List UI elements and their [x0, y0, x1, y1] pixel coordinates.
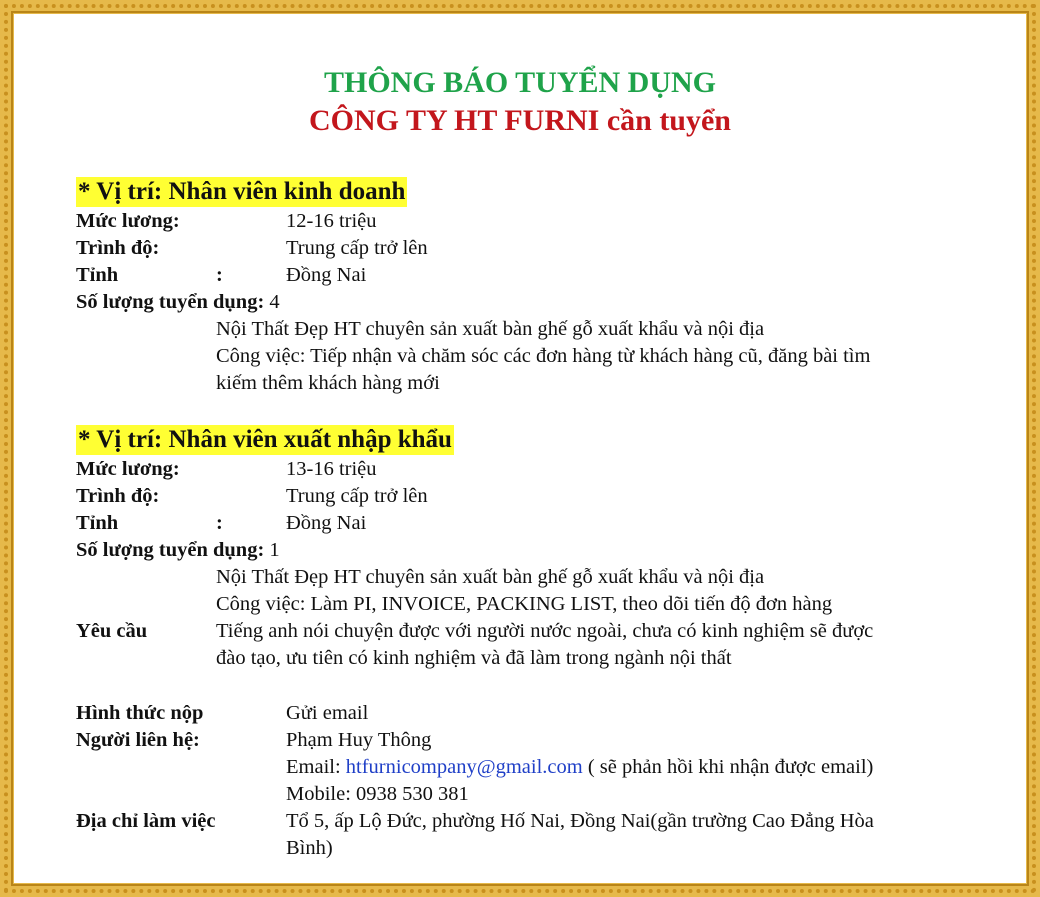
job2-level-label: Trình độ:: [76, 485, 160, 507]
address-line-1: Tổ 5, ấp Lộ Đức, phường Hố Nai, Đồng Nai(gần trường Cao Đẳng Hòa: [286, 810, 874, 832]
job2-province: Đồng Nai: [286, 512, 367, 534]
job2-desc-2: Công việc: Làm PI, INVOICE, PACKING LIST, theo dõi tiến độ đơn hàng: [216, 593, 833, 615]
job2-province-colon: :: [216, 512, 223, 534]
job1-quantity: 4: [269, 291, 280, 313]
job2-quantity: 1: [269, 539, 280, 561]
job2-level: Trung cấp trở lên: [286, 485, 428, 507]
job1-level: Trung cấp trở lên: [286, 237, 428, 259]
company-subtitle: CÔNG TY HT FURNI cần tuyển: [309, 104, 731, 137]
job1-salary: 12-16 triệu: [286, 210, 377, 232]
job1-desc-3: kiếm thêm khách hàng mới: [216, 372, 440, 394]
job1-level-label: Trình độ:: [76, 237, 160, 259]
contact-name: Phạm Huy Thông: [286, 729, 432, 751]
address-label: Địa chỉ làm việc: [76, 810, 216, 832]
job2-salary-label: Mức lương:: [76, 458, 180, 480]
job2-requirement-1: Tiếng anh nói chuyện được với người nước ngoài, chưa có kinh nghiệm sẽ được: [216, 620, 874, 642]
job1-province-colon: :: [216, 264, 223, 286]
contact-email-line: [286, 754, 873, 780]
contact-mobile: Mobile: 0938 530 381: [286, 783, 469, 805]
job2-desc-1: Nội Thất Đẹp HT chuyên sản xuất bàn ghế gỗ xuất khẩu và nội địa: [216, 566, 765, 588]
job1-desc-2: Công việc: Tiếp nhận và chăm sóc các đơn hàng từ khách hàng cũ, đăng bài tìm: [216, 345, 871, 367]
contact-label: Người liên hệ:: [76, 729, 200, 751]
notice-title: THÔNG BÁO TUYỂN DỤNG: [324, 66, 716, 99]
email-suffix: ( sẽ phản hồi khi nhận được email): [582, 756, 874, 778]
email-link[interactable]: htfurnicompany@gmail.com: [345, 756, 583, 778]
job1-desc-1: Nội Thất Đẹp HT chuyên sản xuất bàn ghế gỗ xuất khẩu và nội địa: [216, 318, 765, 340]
email-prefix: Email:: [286, 756, 346, 778]
job1-quantity-label: [76, 289, 280, 315]
job1-position: * Vị trí: Nhân viên kinh doanh: [78, 178, 406, 205]
job1-province: Đồng Nai: [286, 264, 367, 286]
job2-requirement-2: đào tạo, ưu tiên có kinh nghiệm và đã làm trong ngành nội thất: [216, 647, 732, 669]
address-line-2: Bình): [286, 837, 333, 859]
job2-requirement-label: Yêu cầu: [76, 620, 148, 642]
job1-quantity-label-text: Số lượng tuyển dụng:: [76, 291, 265, 313]
job1-salary-label: Mức lương:: [76, 210, 180, 232]
apply-method-label: Hình thức nộp: [76, 702, 204, 724]
job2-province-label: Tỉnh: [76, 512, 119, 534]
job1-province-label: Tỉnh: [76, 264, 119, 286]
job2-quantity-label: [76, 537, 280, 563]
job2-quantity-label-text: Số lượng tuyển dụng:: [76, 539, 265, 561]
job2-salary: 13-16 triệu: [286, 458, 377, 480]
apply-method: Gửi email: [286, 702, 369, 724]
job2-position: * Vị trí: Nhân viên xuất nhập khẩu: [78, 426, 452, 453]
